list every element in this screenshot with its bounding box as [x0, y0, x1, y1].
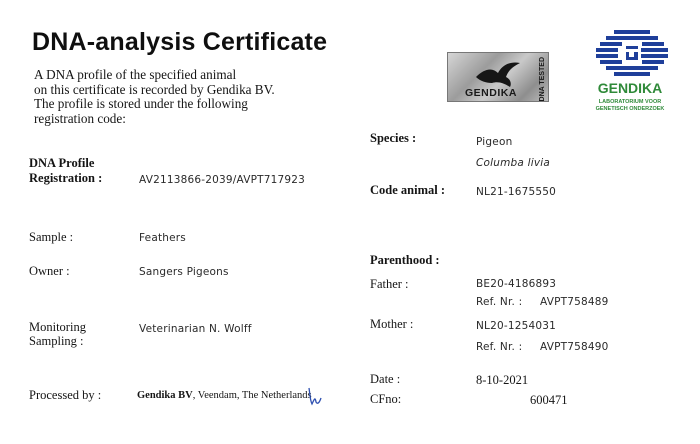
father-ref-label: Ref. Nr. :	[476, 296, 523, 308]
badge-brand: GENDIKA	[465, 87, 517, 99]
mother-ref-label: Ref. Nr. :	[476, 341, 523, 353]
parenthood-label: Parenthood :	[370, 253, 440, 267]
registration-label-line1: DNA Profile	[29, 156, 95, 170]
sample-label: Sample :	[29, 230, 74, 244]
registration-label-line2: Registration :	[29, 171, 103, 185]
processed-value	[137, 390, 312, 401]
badge-side-text: DNA TESTED	[539, 57, 546, 102]
cfno-label: CFno:	[370, 392, 402, 406]
gendika-logo-subtitle	[584, 99, 676, 113]
monitoring-value: Veterinarian N. Wolff	[139, 323, 252, 335]
intro-line: The profile is stored under the following	[34, 96, 248, 111]
intro-line: A DNA profile of the specified animal	[34, 67, 237, 82]
monitoring-label-line2: Sampling :	[29, 334, 84, 348]
mother-ref-value: AVPT758490	[540, 341, 609, 353]
owner-value: Sangers Pigeons	[139, 266, 229, 278]
species-value: Pigeon	[476, 136, 513, 148]
father-label: Father :	[370, 277, 409, 291]
mother-value: NL20-1254031	[476, 320, 557, 332]
species-latin-value: Columba livia	[476, 157, 550, 169]
gendika-logo-name: GENDIKA	[597, 80, 663, 96]
dna-tested-badge	[447, 52, 549, 102]
registration-value: AV2113866-2039/AVPT717923	[139, 174, 306, 186]
owner-label: Owner :	[29, 264, 70, 278]
sample-value: Feathers	[139, 232, 186, 244]
code-animal-label: Code animal :	[370, 183, 445, 197]
intro-line: on this certificate is recorded by Gendika BV.	[34, 81, 275, 97]
date-value: 8-10-2021	[476, 373, 529, 387]
date-label: Date :	[370, 372, 401, 386]
intro-text	[34, 68, 314, 126]
pigeon-icon	[474, 59, 522, 89]
cfno-value: 600471	[530, 393, 568, 407]
processed-location: , Veendam, The Netherlands	[192, 390, 312, 401]
species-label: Species :	[370, 131, 417, 145]
signature-mark-icon	[307, 386, 323, 406]
father-ref-value: AVPT758489	[540, 296, 609, 308]
mother-label: Mother :	[370, 317, 414, 331]
processed-company: Gendika BV	[137, 390, 193, 401]
logo-subtitle-line: LABORATORIUM VOOR	[598, 99, 662, 105]
processed-label: Processed by :	[29, 388, 102, 402]
certificate-title: DNA-analysis Certificate	[32, 28, 328, 56]
gendika-logo-icon	[596, 30, 668, 83]
intro-line: registration code:	[34, 110, 126, 126]
father-value: BE20-4186893	[476, 278, 557, 290]
monitoring-label-line1: Monitoring	[29, 320, 86, 334]
logo-subtitle-line: GENETISCH ONDERZOEK	[595, 106, 665, 112]
code-animal-value: NL21-1675550	[476, 186, 557, 198]
